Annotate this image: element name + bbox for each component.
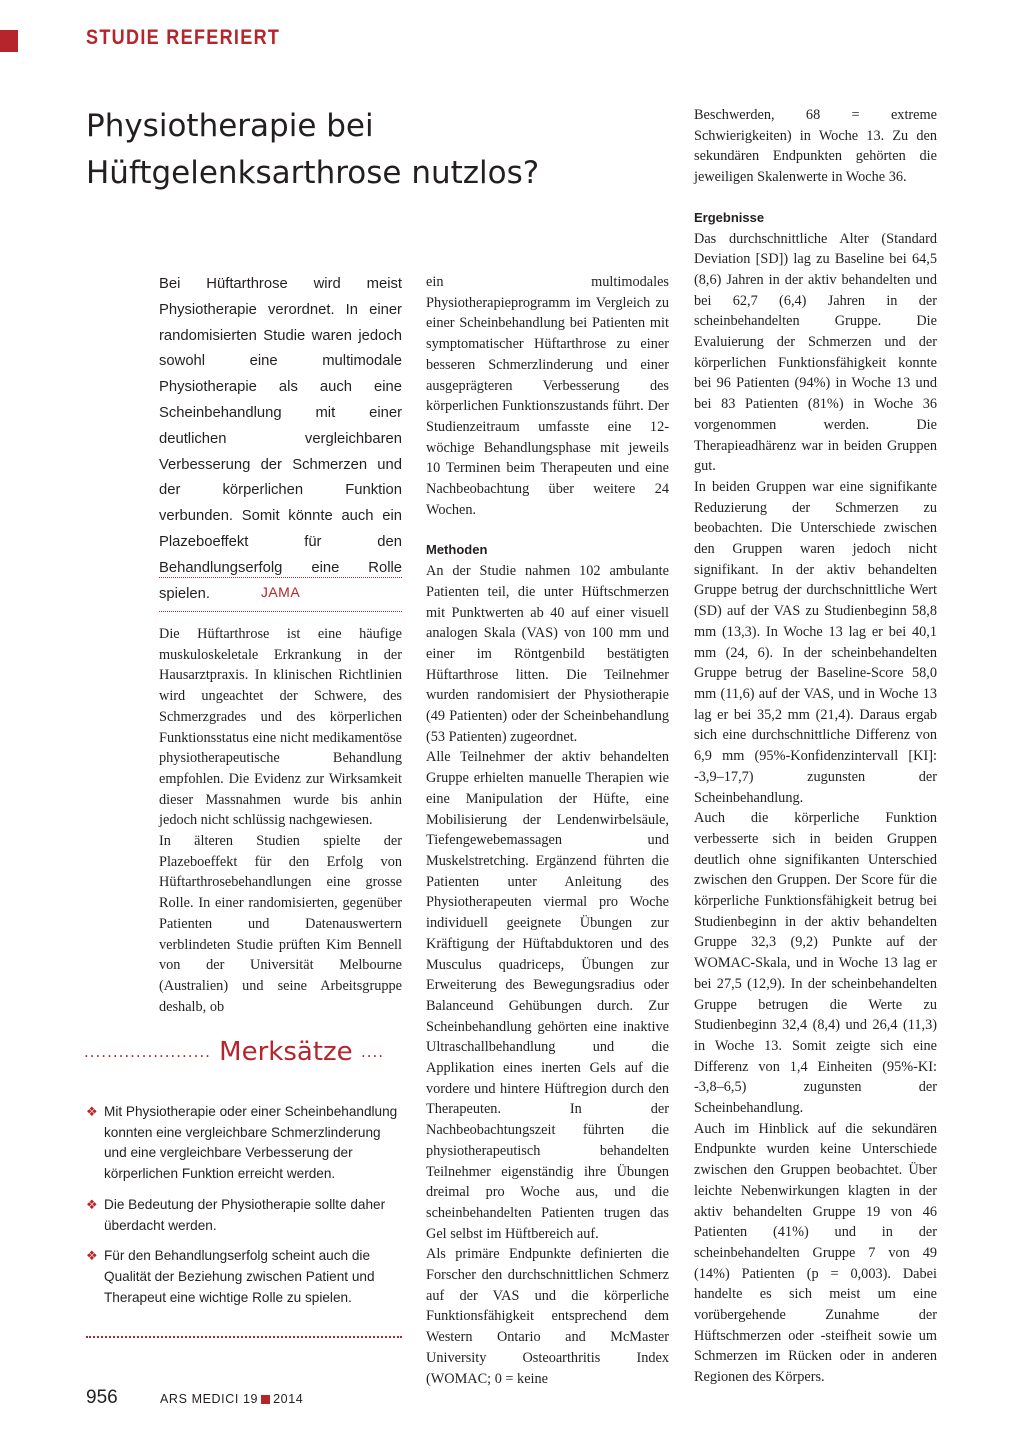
article-source: JAMA bbox=[260, 584, 301, 600]
page-number: 956 bbox=[86, 1387, 118, 1408]
diamond-bullet-icon: ❖ bbox=[86, 1196, 98, 1212]
merksatz-text: Für den Behandlungserfolg scheint auch die Qualität der Beziehung zwischen Patient und Therapeut eine wichtige Rolle zu spielen. bbox=[104, 1248, 375, 1305]
merksaetze-title: Merksätze bbox=[219, 1037, 353, 1067]
methods-paragraph-3: Als primäre Endpunkte definierten die Forscher den durchschnittlichen Schmerz auf der VAS und die körperliche Funktionsfähigkeit entsprechend dem Western Ontario and McMaster University Osteoarthritis Index (WOMAC; 0 = keine bbox=[426, 1246, 669, 1387]
results-paragraph-4: Auch im Hinblick auf die sekundären Endpunkte wurden keine Unterschiede zwischen den Gruppen beobachtet. Über leichte Nebenwirkungen klagten in der aktiv behandelten Gruppe 19 von 46 Patienten (41%) und in der scheinbehandelten Gruppe 7 von 49 (14%) Patienten (p = 0,003). Dabei handelte es sich meist um eine vorübergehende Zunahme der Hüftschmerzen oder -steifheit sowie um Schmerzen im Rücken oder in anderen Regionen des Körpers. bbox=[694, 1120, 937, 1386]
article-lead: Bei Hüftarthrose wird meist Physiotherapie verordnet. In einer randomisierten Studie waren jedoch sowohl eine multimodale Physiotherapie als auch eine Scheinbehandlung mit einer deutlichen vergleichbaren Verbesserung der Schmerzen und der körperlichen Funktion verbunden. Somit könnte auch ein Plazeboeffekt für den Behandlungserfolg eine Rolle spielen. bbox=[159, 276, 402, 602]
section-label: STUDIE REFERIERT bbox=[86, 26, 281, 49]
merksatz-item bbox=[86, 1246, 404, 1308]
col3-paragraph-0: Beschwerden, 68 = extreme Schwierigkeiten) in Woche 13. Zu den sekundären Endpunkten gehörten die jeweiligen Skalenwerte in Woche 36. bbox=[694, 107, 937, 186]
column-3 bbox=[694, 105, 937, 1388]
methods-heading: Methoden bbox=[426, 542, 488, 558]
column-1 bbox=[159, 624, 402, 1017]
diamond-bullet-icon: ❖ bbox=[86, 1104, 98, 1119]
results-heading: Ergebnisse bbox=[694, 209, 765, 225]
merksatz-text: Mit Physiotherapie oder einer Scheinbehandlung konnten eine vergleichbare Schmerzlinderung und eine vergleichbare Verbesserung der körperlichen Funktion erreicht werden. bbox=[104, 1104, 398, 1182]
merksatz-text: Die Bedeutung der Physiotherapie sollte daher überdacht werden. bbox=[104, 1196, 386, 1233]
merksaetze-divider bbox=[86, 1336, 402, 1338]
journal-name: ARS MEDICI 19 bbox=[160, 1392, 259, 1406]
intro-paragraph-2: In älteren Studien spielte der Plazeboeffekt für den Erfolg von Hüftarthrosebehandlungen eine grosse Rolle. In einer randomisierten, gegenüber Patienten und Datenauswertern verblindeten Studie prüften Kim Bennell von der Universität Melbourne (Australien) und seine Arbeitsgruppe deshalb, ob bbox=[159, 833, 402, 1015]
article-title: Physiotherapie bei Hüftgelenksarthrose nutzlos? bbox=[86, 108, 540, 191]
methods-paragraph-2: Alle Teilnehmer der aktiv behandelten Gruppe erhielten manuelle Therapien wie eine Manipulation der Hüfte, eine Mobilisierung der Lendenwirbelsäule, Tiefengewebemassagen und Muskelstretching. Ergänzend führten die Patienten unter Anleitung des Physiotherapeuten viermal pro Woche individuell geeignete Übungen zur Kräftigung der Hüftabduktoren und des Musculus quadriceps, Übungen zur Erweiterung des Bewegungsradius oder Balanceund Gehübungen durch. Zur Scheinbehandlung gehörten eine inaktive Ultraschallbehandlung und die Applikation eines inerten Gels auf die vordere und hintere Hüftregion durch den Therapeuten. In der Nachbeobachtungszeit führten die physiotherapeutisch behandelten Teilnehmer eigenständig ihre Übungen dreimal pro Woche aus, und die scheinbehandelten Patienten trugen das Gel selbst im Hüftbereich auf. bbox=[426, 749, 669, 1242]
merksaetze-title-row bbox=[84, 1037, 404, 1067]
merksaetze-dots-right: .... bbox=[360, 1043, 385, 1061]
col2-paragraph-1: ein multimodales Physiotherapieprogramm im Vergleich zu einer Scheinbehandlung bei Patienten mit symptomatischer Hüftarthrose zu einer besseren Schmerzlinderung und einer ausgeprägteren Verbesserung des körperlichen Funktionszustands führt. Der Studienzeitraum umfasste eine 12-wöchige Behandlungsphase mit jeweils 10 Terminen beim Therapeuten und eine Nachbeobachtung über weitere 24 Wochen. bbox=[426, 274, 669, 518]
methods-paragraph-1: An der Studie nahmen 102 ambulante Patienten teil, die unter Hüftschmerzen mit Punktwerten ab 40 auf einer visuell analogen Skala (VAS) von 100 mm und einer im Röntgenbild bestätigten Hüftarthrose litten. Die Teilnehmer wurden randomisiert der Physiotherapie (49 Patienten) oder der Scheinbehandlung (53 Patienten) zugeordnet. bbox=[426, 563, 669, 745]
results-paragraph-1: Das durchschnittliche Alter (Standard Deviation [SD]) lag zu Baseline bei 64,5 (8,6) Jahren in der aktiv behandelten und bei 62,7 (6,4) Jahren in der scheinbehandelten Gruppe. Die Evaluierung der Schmerzen und der körperlichen Funktionsfähigkeit konnte bei 96 Patienten (94%) in Woche 13 und bei 83 Patienten (81%) in Woche 36 vorgenommen werden. Die Therapieadhärenz war in beiden Gruppen gut. bbox=[694, 230, 937, 475]
section-marker bbox=[0, 30, 18, 52]
journal-year: 2014 bbox=[273, 1392, 304, 1406]
merksaetze-list bbox=[86, 1102, 404, 1318]
results-paragraph-2: In beiden Gruppen war eine signifikante Reduzierung der Schmerzen zu beobachten. Die Unterschiede zwischen den Gruppen waren jedoch nicht signifikant. In der aktiv behandelten Gruppe betrug der durchschnittliche Wert (SD) auf der VAS zu Studienbeginn 58,8 mm (13,3). In Woche 13 lag er bei 40,1 mm (24, 6). In der scheinbehandelten Gruppe betrug der Baseline-Score 58,0 mm (11,6) auf der VAS, und in Woche 13 lag er bei 35,2 mm (21,4). Daraus ergab sich eine durchschnittliche Differenz von 6,9 mm (95%-Konfidenzintervall [KI]: -3,9–17,7) zugunsten der Scheinbehandlung. bbox=[694, 478, 937, 806]
diamond-bullet-icon: ❖ bbox=[86, 1248, 98, 1264]
merksatz-item bbox=[86, 1102, 404, 1185]
results-paragraph-3: Auch die körperliche Funktion verbesserte sich in beiden Gruppen deutlich ohne signifikanten Unterschied zwischen den Gruppen. Der Score für die körperliche Funktionsfähigkeit betrug bei Studienbeginn in der aktiv behandelten Gruppe 32,3 (9,2) Punkte auf der WOMAC-Skala, und in Woche 13 lag er bei 27,5 (12,9). In der scheinbehandelten Gruppe betrugen die Werte zu Studienbeginn 32,4 (8,4) und 26,4 (11,3) in Woche 13. Somit zeigte sich eine Differenz von 1,4 Einheiten (95%-KI: -3,8–6,5) zugunsten der Scheinbehandlung. bbox=[694, 810, 937, 1117]
merksatz-item bbox=[86, 1195, 404, 1236]
column-2 bbox=[426, 272, 669, 1389]
intro-paragraph-1: Die Hüftarthrose ist eine häufige muskuloskeletale Erkrankung in der Hausarztpraxis. In klinischen Richtlinien wird ungeachtet der Schwere, des Schmerzgrades und des körperlichen Funktionsstatus eine nicht medikamentöse physiotherapeutische Behandlung empfohlen. Die Evidenz zur Wirksamkeit dieser Massnahmen wurde bis anhin jedoch nicht schlüssig nachgewiesen. bbox=[159, 626, 402, 829]
journal-footer bbox=[160, 1392, 303, 1406]
footer-square-icon bbox=[261, 1395, 270, 1404]
merksaetze-dots-left: ...................... bbox=[84, 1043, 211, 1061]
